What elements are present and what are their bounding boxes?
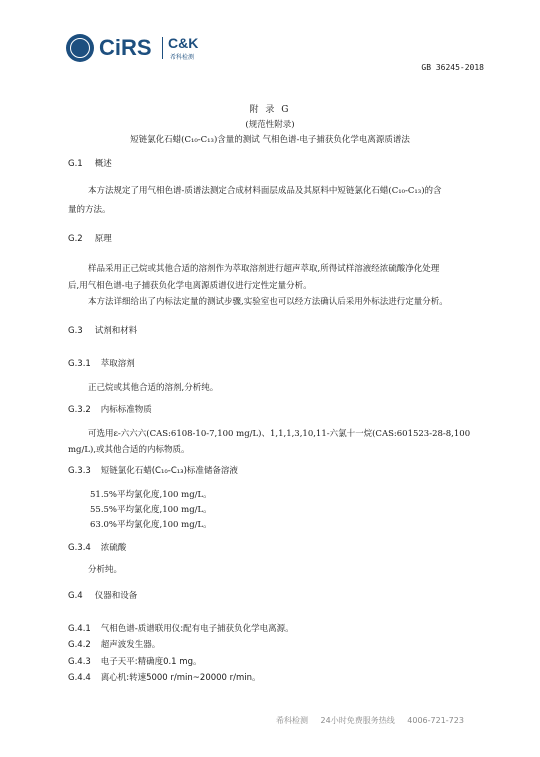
logo-cirs-text: CiRS — [99, 35, 152, 60]
paragraph-line: 分析纯。 — [88, 565, 123, 575]
paragraph-line: mg/L),或其他合适的内标物质。 — [68, 445, 190, 455]
company-logo — [66, 34, 216, 64]
page-footer — [276, 715, 474, 726]
section-heading-g3-1: G.3.1 萃取溶剂 — [68, 359, 135, 369]
list-item: 55.5%平均氯化度,100 mg/L。 — [90, 505, 212, 515]
paragraph-line: 正己烷或其他合适的溶剂,分析纯。 — [88, 383, 219, 393]
paragraph-line: 样品采用正己烷或其他合适的溶剂作为萃取溶剂进行超声萃取,所得试样溶液经浓硫酸净化处理 — [88, 264, 440, 274]
paragraph-line: 本方法规定了用气相色谱-质谱法测定合成材料面层成品及其原料中短链氯化石蜡(C₁₀-C₁₃)的含 — [88, 186, 442, 196]
equipment-item: G.4.1 气相色谱-质谱联用仪:配有电子捕获负化学电离源。 — [68, 624, 294, 634]
footer-phone: 4006-721-723 — [407, 716, 464, 725]
scales-seal-icon — [66, 34, 94, 62]
paragraph-line: 本方法详细给出了内标法定量的测试步骤,实验室也可以经方法确认后采用外标法进行定量分析。 — [88, 297, 448, 307]
section-heading-g1: G.1 概述 — [68, 159, 112, 169]
section-heading-g3: G.3 试剂和材料 — [68, 326, 138, 336]
standard-number: GB 36245-2018 — [421, 63, 484, 72]
paragraph-line: 可选用ε-六六六(CAS:6108-10-7,100 mg/L)、1,1,1,3,10,11-六氯十一烷(CAS:601523-28-8,100 — [88, 429, 471, 439]
appendix-title: 短链氯化石蜡(C₁₀-C₁₃)含量的测试 气相色谱-电子捕获负化学电离源质谱法 — [130, 135, 410, 145]
section-heading-g2: G.2 原理 — [68, 234, 112, 244]
list-item: 63.0%平均氯化度,100 mg/L。 — [90, 520, 212, 530]
equipment-item: G.4.2 超声波发生器。 — [68, 640, 161, 650]
paragraph-line: 后,用气相色谱-电子捕获负化学电离源质谱仪进行定性定量分析。 — [68, 281, 312, 291]
footer-hotline-label: 24小时免费服务热线 — [320, 716, 395, 725]
section-heading-g4: G.4 仪器和设备 — [68, 591, 138, 601]
paragraph-line: 量的方法。 — [68, 205, 111, 215]
appendix-heading: 附 录 G — [249, 105, 291, 115]
list-item: 51.5%平均氯化度,100 mg/L。 — [90, 490, 212, 500]
normative-label: (规范性附录) — [245, 120, 295, 130]
logo-ck-text: C&K — [168, 35, 199, 51]
footer-company: 希科检测 — [276, 716, 308, 725]
section-heading-g3-4: G.3.4 浓硫酸 — [68, 543, 127, 553]
section-heading-g3-2: G.3.2 内标标准物质 — [68, 405, 152, 415]
logo-ck-subtitle: 希科检测 — [170, 55, 195, 61]
logo-divider — [162, 37, 163, 59]
section-heading-g3-3: G.3.3 短链氯化石蜡(C₁₀-C₁₃)标准储备溶液 — [68, 466, 238, 476]
equipment-item: G.4.4 离心机:转速5000 r/min~20000 r/min。 — [68, 673, 261, 683]
equipment-item: G.4.3 电子天平:精确度0.1 mg。 — [68, 657, 202, 667]
